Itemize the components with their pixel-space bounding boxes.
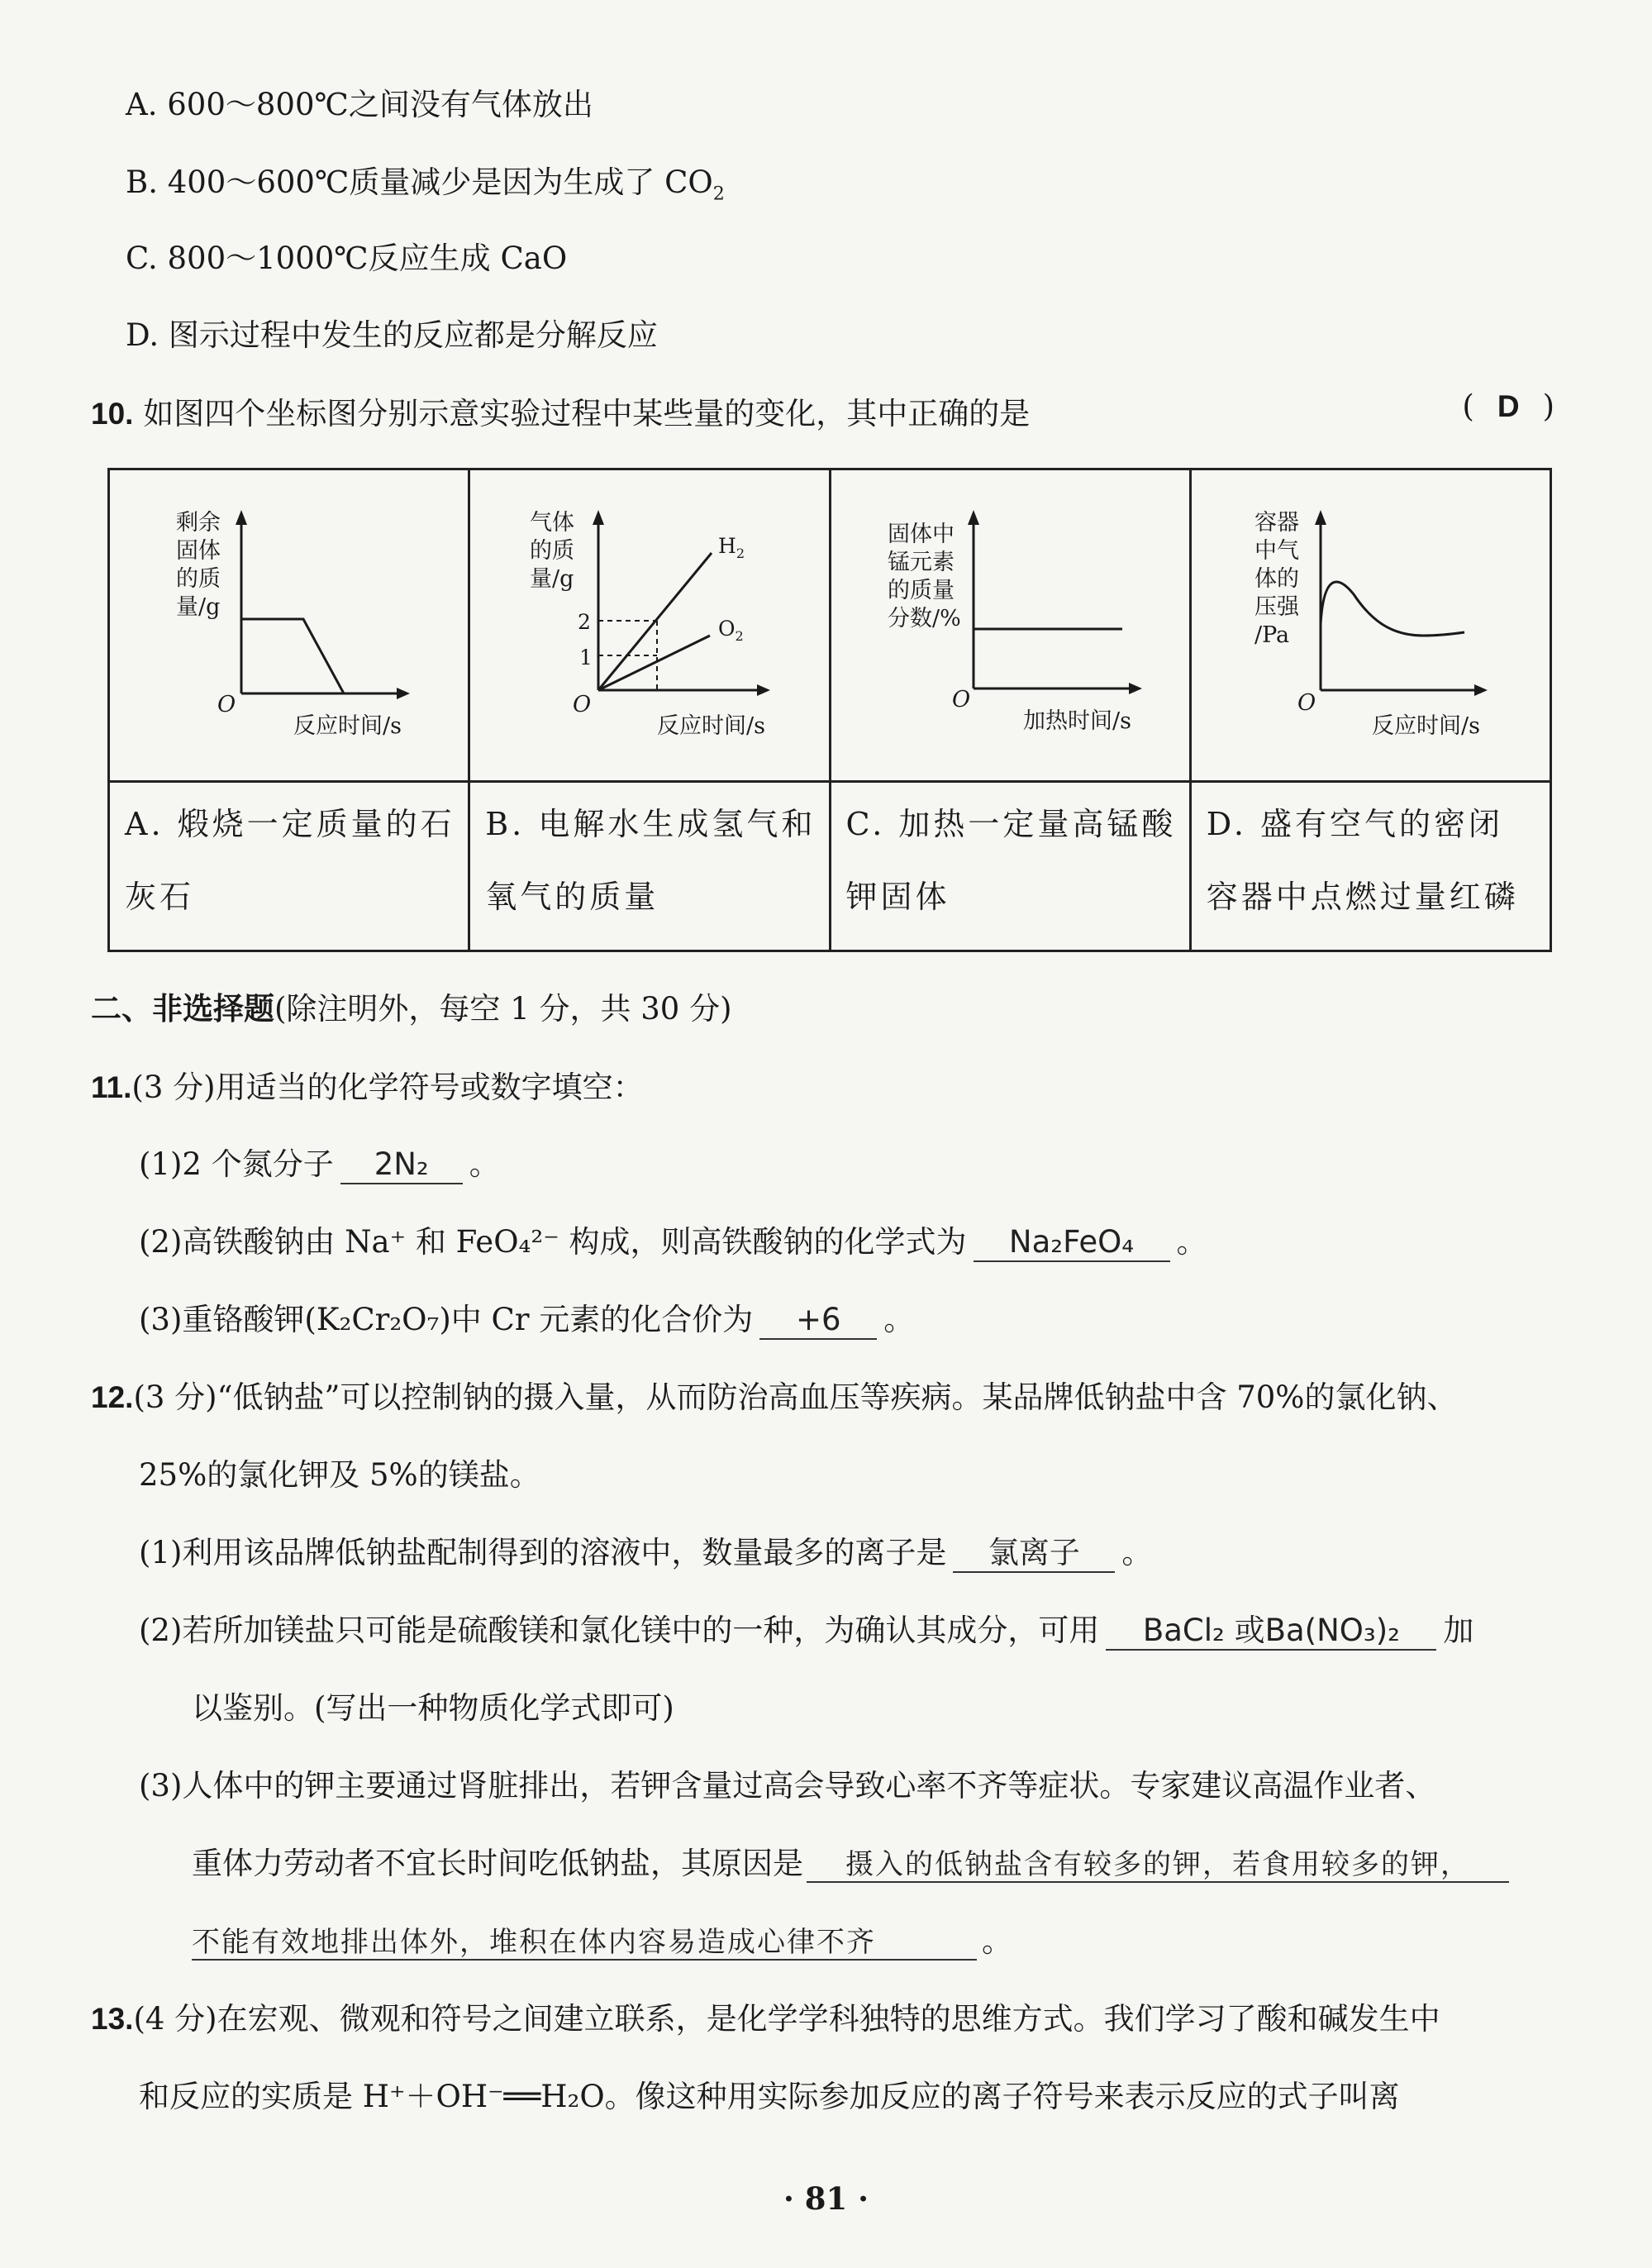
q10-graph-table — [107, 468, 1552, 952]
graph-a-x-arrow — [397, 688, 410, 699]
q9-option-d: D. 图示过程中发生的反应都是分解反应 — [126, 317, 658, 353]
graph-b-ylabel-2: 的质 — [530, 538, 575, 564]
graph-d-y-arrow — [1315, 510, 1326, 525]
q13-stem-line2: 和反应的实质是 H⁺＋OH⁻══H₂O。像这种用实际参加反应的离子符号来表示反应的式子叫离 — [139, 2079, 1400, 2114]
q10-stem: 10. 如图四个坐标图分别示意实验过程中某些量的变化，其中正确的是 — [91, 396, 1031, 431]
q12-sub3-answer-1: 摄入的低钠盐含有较多的钾，若食用较多的钾， — [807, 1849, 1509, 1883]
q13-stem-line1: 13.(4 分)在宏观、微观和符号之间建立联系，是化学学科独特的思维方式。我们学习了酸和碱发生中 — [91, 2001, 1440, 2037]
graph-c-ylabel-4: 分数/% — [887, 606, 961, 631]
graph-b-line-o2 — [598, 636, 710, 690]
graph-d-ylabel-5: /Pa — [1254, 622, 1289, 648]
graph-b-label-o2: $O_2$ — [718, 617, 744, 644]
graph-b-origin: O — [573, 692, 592, 717]
section-2-title: 二、非选择题(除注明外，每空 1 分，共 30 分) — [91, 991, 732, 1027]
graph-d-curve — [1321, 582, 1464, 636]
q12-sub3-line2: 重体力劳动者不宜长时间吃低钠盐，其原因是 摄入的低钠盐含有较多的钾，若食用较多的钾， — [192, 1838, 1509, 1883]
graph-b-xlabel: 反应时间/s — [657, 713, 766, 739]
graph-d-x-arrow — [1474, 684, 1488, 696]
graph-b-line-h2 — [598, 553, 712, 690]
section-2-note: (除注明外，每空 1 分，共 30 分) — [274, 991, 732, 1027]
q12-sub3-answer-2: 不能有效地排出体外，堆积在体内容易造成心律不齐 — [192, 1927, 977, 1961]
graph-d — [1192, 470, 1562, 773]
q12-stem-line1: 12.(3 分)“低钠盐”可以控制钠的摄入量，从而防治高血压等疾病。某品牌低钠盐中含 70%的氯化钠、 — [91, 1379, 1458, 1415]
q11-sub3-answer: +6 — [759, 1303, 877, 1340]
q11-stem: 11.(3 分)用适当的化学符号或数字填空： — [91, 1070, 644, 1105]
graph-d-ylabel-3: 体的 — [1254, 566, 1299, 592]
graph-b-x-arrow — [757, 684, 770, 696]
graph-a-ylabel-2: 固体 — [176, 538, 221, 564]
graph-a-ylabel-1: 剩余 — [176, 510, 221, 536]
graph-c-caption: C. 加热一定量高锰酸钾固体 — [830, 782, 1190, 951]
q9-option-b: B. 400～600℃质量减少是因为生成了 $CO_2$ — [126, 164, 725, 205]
graph-b-tick-1: 1 — [579, 646, 593, 669]
graph-c-y-arrow — [968, 510, 979, 525]
graph-c — [831, 470, 1202, 773]
graph-a-cell — [109, 469, 469, 782]
graph-b-tick-2: 2 — [578, 610, 592, 634]
q11-sub3: (3)重铬酸钾(K₂Cr₂O₇)中 Cr 元素的化合价为 +6 。 — [139, 1294, 914, 1340]
graph-c-ylabel-2: 锰元素 — [887, 550, 955, 575]
page-number: · 81 · — [783, 2180, 869, 2217]
graph-c-ylabel-3: 的质量 — [887, 578, 955, 603]
q12-sub2: (2)若所加镁盐只可能是硫酸镁和氯化镁中的一种，为确认其成分，可用 BaCl₂ 或Ba(NO₃)₂ 加 — [139, 1605, 1473, 1651]
graph-b-y-arrow — [593, 510, 604, 525]
q12-sub2-cont: 以鉴别。(写出一种物质化学式即可) — [192, 1690, 674, 1726]
graph-d-cell — [1190, 469, 1550, 782]
graph-c-xlabel: 加热时间/s — [1022, 708, 1131, 734]
graph-c-origin: O — [951, 687, 970, 712]
graph-a-ylabel-4: 量/g — [176, 594, 221, 620]
q9-option-a: A. 600～800℃之间没有气体放出 — [126, 87, 593, 122]
graph-a — [110, 470, 480, 773]
graph-b — [470, 470, 840, 773]
graph-a-y-arrow — [236, 510, 247, 525]
graph-a-origin: O — [217, 692, 236, 717]
q9-option-c: C. 800～1000℃反应生成 CaO — [126, 241, 568, 276]
graph-c-cell — [830, 469, 1190, 782]
graph-a-caption: A. 煅烧一定质量的石灰石 — [109, 782, 469, 951]
q12-sub1: (1)利用该品牌低钠盐配制得到的溶液中，数量最多的离子是 氯离子 。 — [139, 1527, 1152, 1573]
graph-b-cell — [469, 469, 830, 782]
q11-sub2-answer: Na₂FeO₄ — [974, 1225, 1170, 1262]
graph-b-caption: B. 电解水生成氢气和氧气的质量 — [469, 782, 830, 951]
q12-sub3-line1: (3)人体中的钾主要通过肾脏排出，若钾含量过高会导致心率不齐等症状。专家建议高温作业者、 — [139, 1768, 1436, 1803]
graph-c-x-arrow — [1129, 683, 1142, 694]
q12-sub1-answer: 氯离子 — [953, 1536, 1115, 1573]
graph-d-caption: D. 盛有空气的密闭容器中点燃过量红磷 — [1190, 782, 1550, 951]
graph-d-ylabel-4: 压强 — [1254, 594, 1299, 620]
q10-answer: ( D ) — [1462, 388, 1554, 424]
q12-sub3-line3: 不能有效地排出体外，堆积在体内容易造成心律不齐 。 — [192, 1916, 1012, 1961]
graph-b-label-h2: $H_2$ — [718, 534, 745, 561]
graph-a-curve — [241, 619, 344, 693]
graph-d-origin: O — [1297, 690, 1316, 716]
q12-sub2-answer: BaCl₂ 或Ba(NO₃)₂ — [1106, 1613, 1436, 1651]
q11-sub2: (2)高铁酸钠由 Na⁺ 和 FeO₄²⁻ 构成，则高铁酸钠的化学式为 Na₂FeO₄ 。 — [139, 1217, 1207, 1262]
graph-a-ylabel-3: 的质 — [176, 566, 221, 592]
graph-a-xlabel: 反应时间/s — [293, 713, 402, 739]
graph-b-ylabel-3: 量/g — [530, 566, 574, 592]
graph-c-ylabel-1: 固体中 — [887, 522, 955, 547]
graph-d-xlabel: 反应时间/s — [1371, 713, 1480, 739]
graph-d-ylabel-2: 中气 — [1254, 538, 1299, 564]
q12-stem-line2: 25%的氯化钾及 5%的镁盐。 — [139, 1457, 540, 1493]
q11-sub1: (1)2 个氮分子 2N₂ 。 — [139, 1139, 500, 1184]
graph-d-ylabel-1: 容器 — [1254, 510, 1299, 536]
graph-b-ylabel-1: 气体 — [530, 510, 575, 536]
q11-sub1-answer: 2N₂ — [340, 1147, 463, 1184]
